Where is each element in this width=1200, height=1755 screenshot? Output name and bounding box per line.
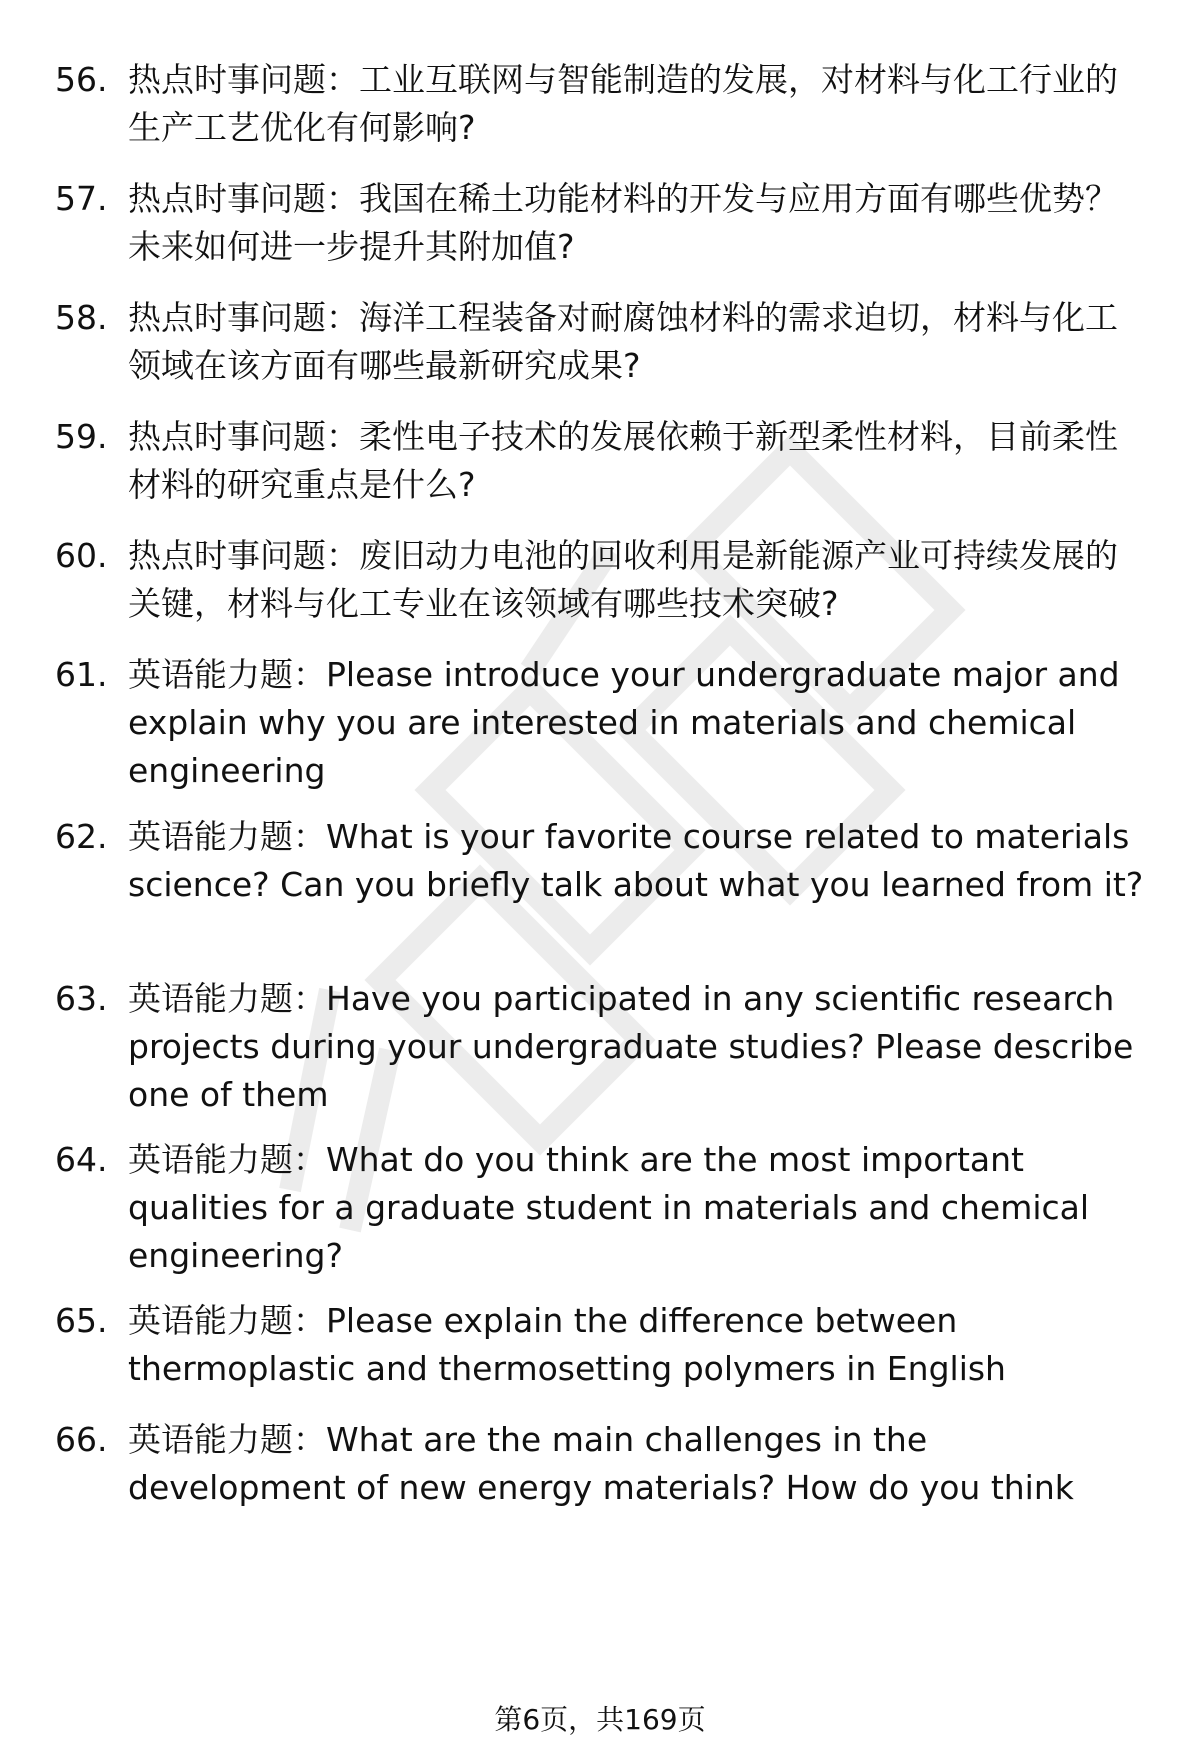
question-item [55, 813, 1145, 909]
question-category: 热点时事问题： [128, 60, 359, 99]
question-item [55, 975, 1145, 1119]
question-number: 65. [55, 1301, 108, 1340]
question-text: Have you participated in any scientific research projects during your undergraduate studies? Please describe one of them [128, 979, 1134, 1114]
question-number: 57. [55, 179, 108, 218]
question-item [55, 294, 1145, 390]
question-body [128, 56, 1145, 152]
question-text: 海洋工程装备对耐腐蚀材料的需求迫切，材料与化工领域在该方面有哪些最新研究成果? [128, 298, 1118, 385]
question-text: 我国在稀土功能材料的开发与应用方面有哪些优势？未来如何进一步提升其附加值? [128, 179, 1118, 266]
question-number: 64. [55, 1140, 108, 1179]
question-body [128, 294, 1145, 390]
question-body [128, 975, 1145, 1119]
question-item [55, 1297, 1145, 1393]
question-text: 工业互联网与智能制造的发展，对材料与化工行业的生产工艺优化有何影响? [128, 60, 1118, 147]
question-number: 56. [55, 60, 108, 99]
question-category: 英语能力题： [128, 655, 326, 694]
question-item [55, 175, 1145, 271]
question-body [128, 175, 1145, 271]
question-number: 59. [55, 417, 108, 456]
question-item [55, 1136, 1145, 1280]
question-category: 热点时事问题： [128, 179, 359, 218]
question-category: 英语能力题： [128, 1301, 326, 1340]
question-category: 英语能力题： [128, 1420, 326, 1459]
question-item [55, 651, 1145, 795]
page-footer: 第6页，共169页 [494, 1703, 706, 1736]
question-body [128, 532, 1145, 628]
question-category: 英语能力题： [128, 817, 326, 856]
question-body [128, 1136, 1145, 1280]
question-number: 66. [55, 1420, 108, 1459]
question-category: 热点时事问题： [128, 536, 359, 575]
question-text: 废旧动力电池的回收利用是新能源产业可持续发展的关键，材料与化工专业在该领域有哪些技术突破? [128, 536, 1118, 623]
question-category: 热点时事问题： [128, 417, 359, 456]
question-body [128, 651, 1145, 795]
question-number: 62. [55, 817, 108, 856]
question-text: What do you think are the most important qualities for a graduate student in materials and chemical engineering? [128, 1140, 1090, 1275]
question-item [55, 532, 1145, 628]
question-item [55, 56, 1145, 152]
question-item [55, 413, 1145, 509]
question-number: 58. [55, 298, 108, 337]
question-text: 柔性电子技术的发展依赖于新型柔性材料，目前柔性材料的研究重点是什么? [128, 417, 1118, 504]
question-category: 热点时事问题： [128, 298, 359, 337]
question-number: 63. [55, 979, 108, 1018]
question-text: Please introduce your undergraduate major and explain why you are interested in materials and chemical engineering [128, 655, 1120, 790]
question-body [128, 1416, 1145, 1512]
question-body [128, 1297, 1145, 1393]
question-text: Please explain the difference between thermoplastic and thermosetting polymers in English [128, 1301, 1006, 1388]
question-number: 60. [55, 536, 108, 575]
question-category: 英语能力题： [128, 979, 326, 1018]
question-text: What are the main challenges in the development of new energy materials? How do you think [128, 1420, 1074, 1507]
question-category: 英语能力题： [128, 1140, 326, 1179]
question-number: 61. [55, 655, 108, 694]
question-body [128, 413, 1145, 509]
question-text: What is your favorite course related to materials science? Can you briefly talk about what you learned from it? [128, 817, 1144, 904]
question-body [128, 813, 1145, 909]
question-item [55, 1416, 1145, 1512]
